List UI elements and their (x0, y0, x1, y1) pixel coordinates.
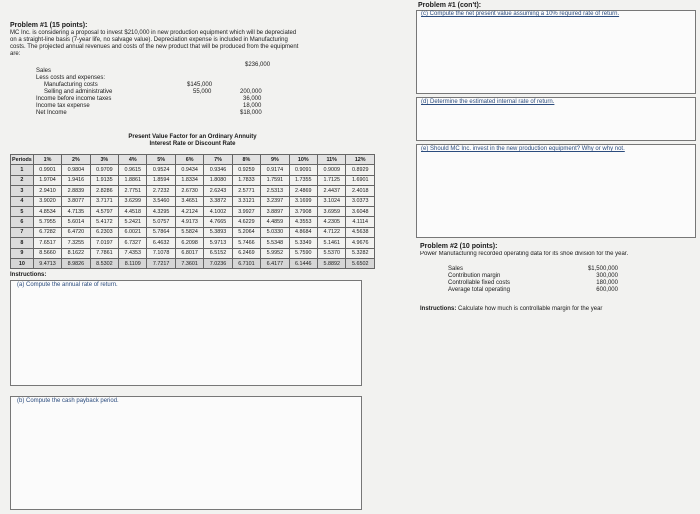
problem2-data (448, 266, 618, 294)
pv-factor-cell: 6.2303 (90, 227, 118, 237)
pv-factor-cell: 1.9704 (33, 175, 61, 185)
pv-factor-cell: 5.4172 (90, 217, 118, 227)
period-cell: 2 (11, 175, 34, 185)
period-cell: 5 (11, 206, 34, 216)
rate-header: 8% (232, 155, 260, 165)
pv-factor-cell: 4.6229 (232, 217, 260, 227)
pv-factor-cell: 1.7355 (289, 175, 317, 185)
pv-factor-cell: 6.2469 (232, 248, 260, 258)
rate-header: 5% (147, 155, 175, 165)
pv-factor-cell: 2.5313 (261, 186, 289, 196)
pv-row (11, 217, 375, 227)
pv-factor-cell: 2.9410 (33, 186, 61, 196)
less-costs-label: Less costs and expenses: (36, 75, 106, 81)
pv-row (11, 165, 375, 175)
pv-factor-cell: 5.9713 (204, 238, 232, 248)
pv-factor-cell: 6.5152 (204, 248, 232, 258)
income-tax-label: Income tax expense (36, 103, 90, 109)
pv-factor-cell: 1.6901 (346, 175, 375, 185)
pv-factor-cell: 6.8017 (175, 248, 203, 258)
pv-factor-cell: 9.4713 (33, 258, 61, 268)
pv-factor-cell: 5.7955 (33, 217, 61, 227)
rate-header: 4% (119, 155, 147, 165)
pv-factor-cell: 3.6959 (318, 206, 346, 216)
pv-row (11, 206, 375, 216)
pv-factor-cell: 1.8594 (147, 175, 175, 185)
problem2-row (448, 287, 618, 294)
pv-factor-cell: 5.2421 (119, 217, 147, 227)
pv-factor-cell: 8.5302 (90, 258, 118, 268)
pv-factor-cell: 5.3282 (346, 248, 375, 258)
pv-factor-cell: 3.0373 (346, 196, 375, 206)
rate-header: 6% (175, 155, 203, 165)
problem2-row (448, 266, 618, 273)
pv-factor-cell: 0.9174 (261, 165, 289, 175)
pv-table-title: Present Value Factor for an Ordinary Annuity (128, 134, 257, 140)
income-before-tax-label: Income before income taxes (36, 96, 112, 102)
pv-factor-cell: 7.1078 (147, 248, 175, 258)
intro-line: on a straight-line basis (7-year life, no salvage value). Depreciation expense is included in Manufacturing (10, 37, 288, 43)
pv-header-row (11, 155, 375, 165)
pv-factor-cell: 0.9346 (204, 165, 232, 175)
pv-factor-cell: 2.8839 (62, 186, 90, 196)
pv-factor-cell: 3.4651 (175, 196, 203, 206)
pv-factor-cell: 4.1114 (346, 217, 375, 227)
rate-header: 9% (261, 155, 289, 165)
problem2-row-label: Controllable fixed costs (448, 280, 511, 286)
pv-factor-cell: 7.0236 (204, 258, 232, 268)
period-cell: 9 (11, 248, 34, 258)
problem2-title: Problem #2 (10 points): (420, 243, 498, 250)
pv-factor-cell: 2.6243 (204, 186, 232, 196)
pv-factor-cell: 3.2397 (261, 196, 289, 206)
pv-factor-cell: 6.4720 (62, 227, 90, 237)
pv-factor-cell: 4.5638 (346, 227, 375, 237)
pv-factor-cell: 2.4869 (289, 186, 317, 196)
pv-row (11, 196, 375, 206)
income-before-tax-value: 36,000 (243, 96, 262, 102)
pv-factor-cell: 0.9524 (147, 165, 175, 175)
problem2-row-label: Average total operating (448, 287, 510, 293)
answer-box-b[interactable] (10, 396, 362, 510)
pv-factor-cell: 0.9901 (33, 165, 61, 175)
period-cell: 10 (11, 258, 34, 268)
pv-factor-cell: 7.3601 (175, 258, 203, 268)
problem2-row-label: Sales (448, 266, 464, 272)
problem2-instructions-label: Instructions: (420, 306, 457, 312)
pv-factor-cell: 1.8080 (204, 175, 232, 185)
pv-factor-cell: 6.2098 (175, 238, 203, 248)
pv-factor-cell: 4.4859 (261, 217, 289, 227)
pv-factor-cell: 6.0021 (119, 227, 147, 237)
instruction-c: (c) Compute the net present value assuming a 10% required rate of return. (421, 11, 620, 17)
pv-factor-cell: 6.7282 (33, 227, 61, 237)
instruction-b: (b) Compute the cash payback period. (17, 398, 119, 404)
pv-factor-cell: 0.9009 (318, 165, 346, 175)
pv-factor-cell: 2.4437 (318, 186, 346, 196)
pv-factor-cell: 0.9259 (232, 165, 260, 175)
period-cell: 7 (11, 227, 34, 237)
pv-factor-cell: 4.3553 (289, 217, 317, 227)
pv-factor-cell: 3.9020 (33, 196, 61, 206)
pv-factor-cell: 5.6502 (346, 258, 375, 268)
pv-factor-cell: 0.9434 (175, 165, 203, 175)
rate-header: 12% (346, 155, 375, 165)
answer-box-a[interactable] (10, 280, 362, 386)
pv-factor-cell: 6.4632 (147, 238, 175, 248)
pv-factor-cell: 8.1622 (62, 248, 90, 258)
pv-factor-cell: 3.3872 (204, 196, 232, 206)
pv-factor-cell: 3.1024 (318, 196, 346, 206)
problem2-row-value: $1,500,000 (587, 266, 618, 272)
problem1-cont-title: Problem #1 (con't): (418, 2, 482, 9)
pv-factor-cell: 4.7122 (318, 227, 346, 237)
period-cell: 6 (11, 217, 34, 227)
problem1-title: Problem #1 (15 points): (10, 22, 88, 29)
pv-factor-cell: 7.0197 (90, 238, 118, 248)
answer-box-c[interactable] (416, 10, 696, 94)
pv-factor-cell: 0.9709 (90, 165, 118, 175)
period-cell: 4 (11, 196, 34, 206)
pv-factor-cell: 6.7327 (119, 238, 147, 248)
sales-value: $236,000 (245, 62, 271, 68)
intro-line: costs. The projected annual revenues and costs of the new product that will be produced from the equipment (10, 44, 299, 50)
pv-row (11, 248, 375, 258)
pv-factor-cell: 0.9804 (62, 165, 90, 175)
pv-factor-cell: 4.5797 (90, 206, 118, 216)
instruction-e: (e) Should MC Inc. invest in the new production equipment? Why or why not. (421, 146, 625, 152)
pv-factor-cell: 3.6048 (346, 206, 375, 216)
pv-factor-cell: 5.3349 (289, 238, 317, 248)
pv-factor-cell: 2.4018 (346, 186, 375, 196)
answer-box-d[interactable] (416, 97, 696, 141)
pv-annuity-table (10, 154, 375, 269)
pv-factor-cell: 2.7232 (147, 186, 175, 196)
problem2-row-value: 180,000 (596, 280, 618, 286)
pv-factor-cell: 2.5771 (232, 186, 260, 196)
pv-factor-cell: 3.8077 (62, 196, 90, 206)
pv-factor-cell: 5.0330 (261, 227, 289, 237)
pv-factor-cell: 7.7861 (90, 248, 118, 258)
selling-admin-value: 55,000 (193, 89, 212, 95)
pv-factor-cell: 1.7591 (261, 175, 289, 185)
pv-factor-cell: 3.5460 (147, 196, 175, 206)
rate-header: 7% (204, 155, 232, 165)
pv-factor-cell: 0.9091 (289, 165, 317, 175)
intro-line: are: (10, 51, 21, 57)
pv-factor-cell: 1.9416 (62, 175, 90, 185)
pv-factor-cell: 5.2064 (232, 227, 260, 237)
problem2-row-label: Contribution margin (448, 273, 501, 279)
period-header: Periods (11, 155, 34, 165)
period-cell: 3 (11, 186, 34, 196)
problem2-instructions (420, 306, 602, 313)
pv-factor-cell: 3.9927 (232, 206, 260, 216)
pv-factor-cell: 5.7590 (289, 248, 317, 258)
pv-factor-cell: 3.7908 (289, 206, 317, 216)
pv-factor-cell: 4.3295 (147, 206, 175, 216)
pv-factor-cell: 7.3255 (62, 238, 90, 248)
pv-factor-cell: 1.8861 (119, 175, 147, 185)
problem2-intro: Power Manufacturing recorded operating data for its shoe division for the year. (420, 251, 629, 257)
total-costs-value: 200,000 (240, 89, 262, 95)
pv-factor-cell: 5.5348 (261, 238, 289, 248)
pv-factor-cell: 4.8684 (289, 227, 317, 237)
pv-factor-cell: 5.0757 (147, 217, 175, 227)
instructions-label: Instructions: (10, 272, 47, 278)
net-income-label: Net Income (36, 110, 67, 116)
pv-factor-cell: 6.4177 (261, 258, 289, 268)
instruction-a: (a) Compute the annual rate of return. (17, 282, 118, 288)
pv-factor-cell: 4.9173 (175, 217, 203, 227)
pv-factor-cell: 1.7833 (232, 175, 260, 185)
rate-header: 3% (90, 155, 118, 165)
pv-factor-cell: 4.7135 (62, 206, 90, 216)
pv-row (11, 175, 375, 185)
rate-header: 11% (318, 155, 346, 165)
pv-factor-cell: 5.1461 (318, 238, 346, 248)
mfg-costs-value: $145,000 (187, 82, 213, 88)
pv-factor-cell: 5.7864 (147, 227, 175, 237)
pv-factor-cell: 4.1002 (204, 206, 232, 216)
pv-factor-cell: 7.4353 (119, 248, 147, 258)
pv-table-subtitle: Interest Rate or Discount Rate (149, 141, 236, 147)
intro-line: MC Inc. is considering a proposal to invest $210,000 in new production equipment which will be depreciated (10, 30, 297, 36)
pv-factor-cell: 8.1109 (119, 258, 147, 268)
pv-factor-cell: 4.2305 (318, 217, 346, 227)
instruction-d: (d) Determine the estimated internal rate of return. (421, 99, 555, 105)
pv-factor-cell: 0.8929 (346, 165, 375, 175)
income-tax-value: 18,000 (243, 103, 262, 109)
pv-factor-cell: 5.7466 (232, 238, 260, 248)
mfg-costs-label: Manufacturing costs (44, 82, 98, 88)
pv-factor-cell: 3.6299 (119, 196, 147, 206)
pv-factor-cell: 4.2124 (175, 206, 203, 216)
pv-factor-cell: 2.8286 (90, 186, 118, 196)
pv-factor-cell: 4.7665 (204, 217, 232, 227)
pv-factor-cell: 3.1699 (289, 196, 317, 206)
period-cell: 1 (11, 165, 34, 175)
pv-factor-cell: 1.9135 (90, 175, 118, 185)
pv-factor-cell: 6.7101 (232, 258, 260, 268)
problem2-row-value: 600,000 (596, 287, 618, 293)
pv-factor-cell: 6.1446 (289, 258, 317, 268)
pv-factor-cell: 4.4518 (119, 206, 147, 216)
pv-factor-cell: 5.5370 (318, 248, 346, 258)
rate-header: 1% (33, 155, 61, 165)
pv-factor-cell: 1.7125 (318, 175, 346, 185)
pv-row (11, 258, 375, 268)
rate-header: 2% (62, 155, 90, 165)
problem2-instructions-text: Calculate how much is controllable margin for the year (458, 306, 603, 312)
pv-row (11, 186, 375, 196)
period-cell: 8 (11, 238, 34, 248)
pv-row (11, 238, 375, 248)
pv-factor-cell: 8.9826 (62, 258, 90, 268)
pv-factor-cell: 8.5660 (33, 248, 61, 258)
pv-factor-cell: 1.8334 (175, 175, 203, 185)
pv-factor-cell: 5.9952 (261, 248, 289, 258)
answer-box-e[interactable] (416, 144, 696, 238)
sales-label: Sales (36, 68, 52, 74)
pv-factor-cell: 2.6730 (175, 186, 203, 196)
pv-factor-cell: 4.9676 (346, 238, 375, 248)
pv-factor-cell: 3.8897 (261, 206, 289, 216)
problem1-intro (10, 30, 355, 58)
pv-factor-cell: 3.3121 (232, 196, 260, 206)
pv-factor-cell: 2.7751 (119, 186, 147, 196)
problem2-row (448, 273, 618, 280)
pv-factor-cell: 0.9615 (119, 165, 147, 175)
rate-header: 10% (289, 155, 317, 165)
pv-factor-cell: 7.6517 (33, 238, 61, 248)
pv-factor-cell: 4.8534 (33, 206, 61, 216)
net-income-value: $18,000 (240, 110, 262, 116)
selling-admin-label: Selling and administrative (44, 89, 113, 95)
pv-row (11, 227, 375, 237)
pv-factor-cell: 5.5824 (175, 227, 203, 237)
problem2-row (448, 280, 618, 287)
pv-factor-cell: 5.3893 (204, 227, 232, 237)
pv-factor-cell: 3.7171 (90, 196, 118, 206)
pv-factor-cell: 7.7217 (147, 258, 175, 268)
problem2-row-value: 300,000 (596, 273, 618, 279)
pv-factor-cell: 5.8892 (318, 258, 346, 268)
pv-factor-cell: 5.6014 (62, 217, 90, 227)
